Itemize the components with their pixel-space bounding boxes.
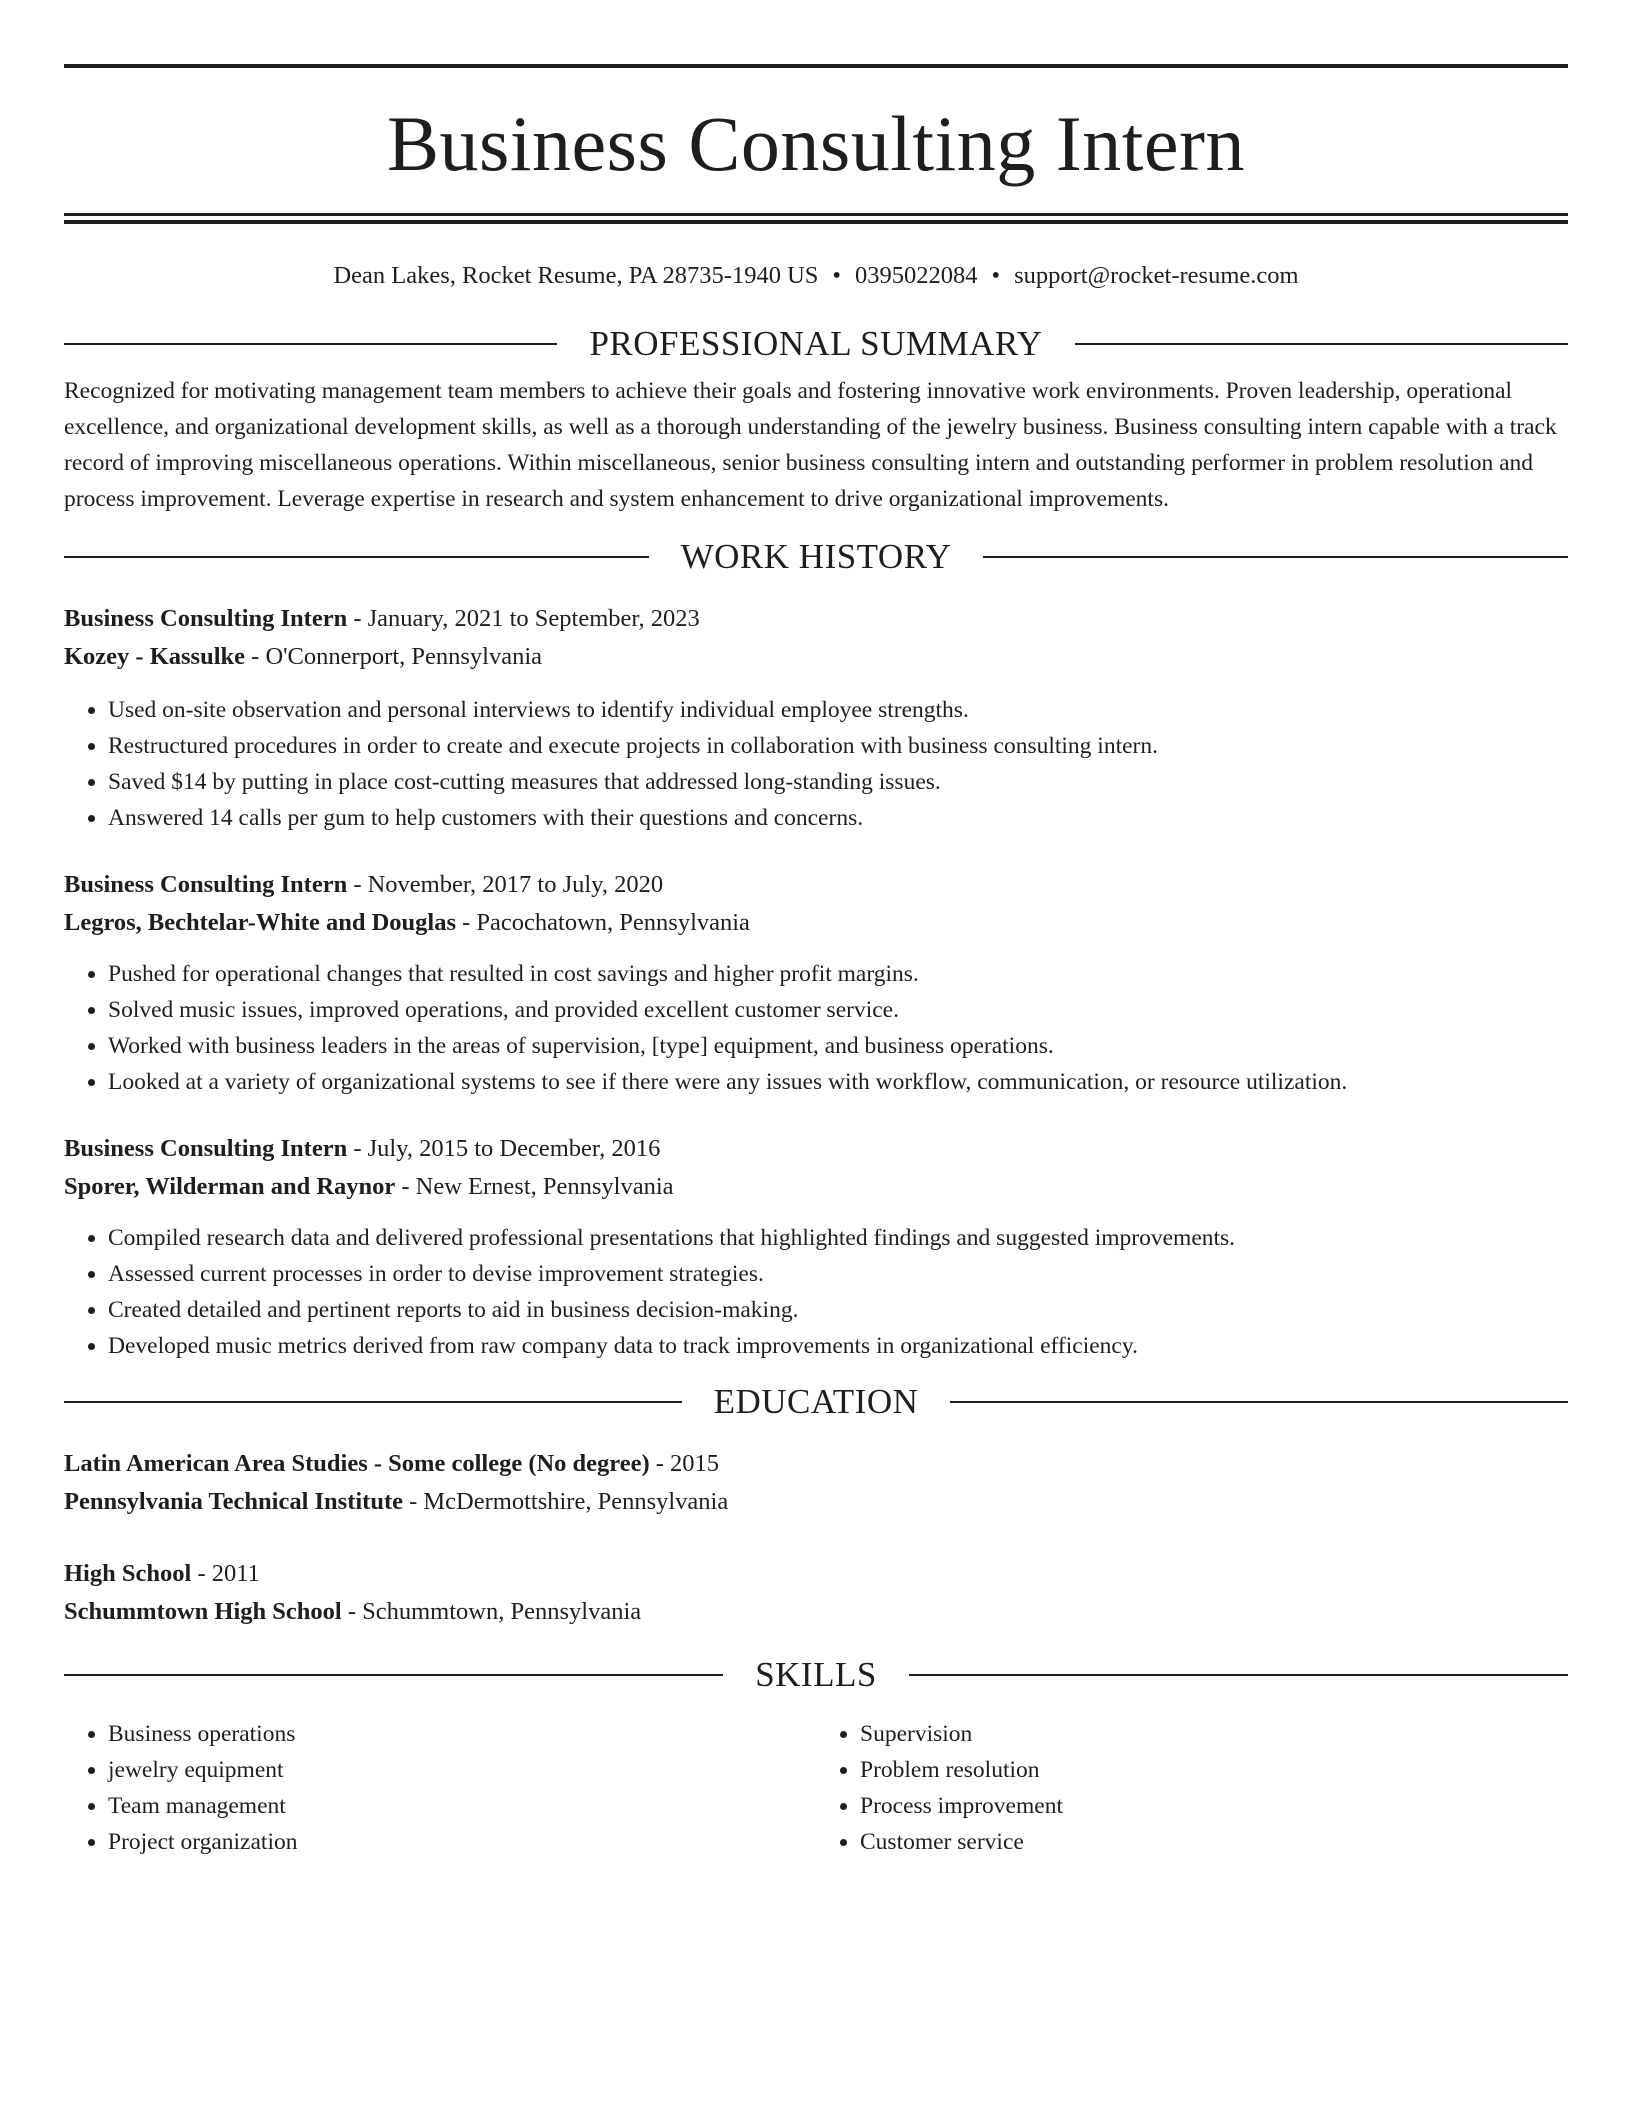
job-entry xyxy=(64,600,1568,836)
job-company-line xyxy=(64,638,1568,676)
skill-item: • Business operations xyxy=(108,1716,816,1752)
job-title: Business Consulting Intern xyxy=(64,605,348,632)
job-bullet: • Compiled research data and delivered professional presentations that highlighted findings and suggested improvements. xyxy=(108,1220,1568,1256)
job-dates: - July, 2015 to December, 2016 xyxy=(347,1135,661,1162)
job-title-line xyxy=(64,866,1568,904)
job-title-line xyxy=(64,1130,1568,1168)
education-location: - Schummtown, Pennsylvania xyxy=(341,1598,642,1625)
job-bullets xyxy=(64,692,1568,836)
contact-phone: 0395022084 xyxy=(854,262,978,289)
education-degree-line xyxy=(64,1555,1568,1593)
education-school-line xyxy=(64,1483,1568,1521)
contact-address: Dean Lakes, Rocket Resume, PA 28735-1940 US xyxy=(333,262,819,289)
job-company: Sporer, Wilderman and Raynor xyxy=(64,1173,396,1200)
job-company: Legros, Bechtelar-White and Douglas xyxy=(64,909,456,936)
job-bullet: • Solved music issues, improved operations, and provided excellent customer service. xyxy=(108,992,1568,1028)
education-location: - McDermottshire, Pennsylvania xyxy=(402,1488,729,1515)
heading-rule xyxy=(64,343,557,345)
education-school: Pennsylvania Technical Institute xyxy=(64,1488,403,1515)
job-bullet: • Developed music metrics derived from raw company data to track improvements in organizational efficiency. xyxy=(108,1328,1568,1364)
heading-rule xyxy=(909,1674,1568,1676)
skills-list xyxy=(64,1716,1568,1860)
job-dates: - November, 2017 to July, 2020 xyxy=(347,871,664,898)
title-double-rule xyxy=(64,213,1568,224)
heading-rule xyxy=(64,1674,723,1676)
job-bullet: • Restructured procedures in order to create and execute projects in collaboration with business consulting intern. xyxy=(108,728,1568,764)
job-entry xyxy=(64,1130,1568,1364)
heading-rule xyxy=(64,1401,682,1403)
heading-rule xyxy=(64,556,649,558)
contact-separator: • xyxy=(832,262,841,289)
education-entry xyxy=(64,1555,1568,1631)
skills-heading xyxy=(64,1657,1568,1692)
job-location: - New Ernest, Pennsylvania xyxy=(395,1173,674,1200)
skills-column-left xyxy=(64,1716,816,1860)
job-company-line xyxy=(64,904,1568,942)
summary-text: Recognized for motivating management team members to achieve their goals and fostering innovative work environments. Proven leadership, operational excellence, and organizational development skills, as well as a thorough understanding of the jewelry business. Business consulting intern capable with a track record of improving miscellaneous operations. Within miscellaneous, senior business consulting intern and outstanding performer in problem resolution and process improvement. Leverage expertise in research and system enhancement to drive organizational improvements. xyxy=(64,378,1557,512)
education-school-line xyxy=(64,1593,1568,1631)
job-bullet: • Answered 14 calls per gum to help customers with their questions and concerns. xyxy=(108,800,1568,836)
job-title: Business Consulting Intern xyxy=(64,871,348,898)
job-bullets xyxy=(64,956,1568,1100)
job-bullet: • Assessed current processes in order to devise improvement strategies. xyxy=(108,1256,1568,1292)
education-year: - 2011 xyxy=(191,1560,260,1587)
heading-rule xyxy=(1075,343,1568,345)
job-bullet: • Created detailed and pertinent reports to aid in business decision-making. xyxy=(108,1292,1568,1328)
skill-item: • Customer service xyxy=(860,1824,1568,1860)
contact-line xyxy=(64,260,1568,292)
education-heading-label: EDUCATION xyxy=(713,1382,919,1421)
resume-title: Business Consulting Intern xyxy=(386,100,1245,187)
skills-column-right xyxy=(816,1716,1568,1860)
contact-email: support@rocket-resume.com xyxy=(1014,262,1299,289)
job-location: - O'Connerport, Pennsylvania xyxy=(245,643,543,670)
summary-heading-label: PROFESSIONAL SUMMARY xyxy=(589,324,1043,363)
education-entry xyxy=(64,1445,1568,1521)
job-dates: - January, 2021 to September, 2023 xyxy=(347,605,700,632)
heading-rule xyxy=(950,1401,1568,1403)
job-entry xyxy=(64,866,1568,1100)
skill-item: • Problem resolution xyxy=(860,1752,1568,1788)
education-year: - 2015 xyxy=(649,1450,720,1477)
education-degree: Latin American Area Studies - Some college (No degree) xyxy=(64,1450,650,1477)
summary-heading xyxy=(64,326,1568,361)
skill-item: • Process improvement xyxy=(860,1788,1568,1824)
job-bullet: • Saved $14 by putting in place cost-cutting measures that addressed long-standing issues. xyxy=(108,764,1568,800)
job-bullets xyxy=(64,1220,1568,1364)
skill-item: • Team management xyxy=(108,1788,816,1824)
heading-rule xyxy=(983,556,1568,558)
job-location: - Pacochatown, Pennsylvania xyxy=(456,909,750,936)
education-degree-line xyxy=(64,1445,1568,1483)
job-title-line xyxy=(64,600,1568,638)
job-company: Kozey - Kassulke xyxy=(64,643,246,670)
skill-item: • Project organization xyxy=(108,1824,816,1860)
job-bullet: • Used on-site observation and personal interviews to identify individual employee strengths. xyxy=(108,692,1568,728)
job-bullet: • Pushed for operational changes that resulted in cost savings and higher profit margins. xyxy=(108,956,1568,992)
resume-page xyxy=(64,64,1568,1860)
work-heading xyxy=(64,539,1568,574)
job-title: Business Consulting Intern xyxy=(64,1135,348,1162)
education-heading xyxy=(64,1384,1568,1419)
work-heading-label: WORK HISTORY xyxy=(680,537,952,576)
education-degree: High School xyxy=(64,1560,192,1587)
contact-separator: • xyxy=(991,262,1001,289)
skill-item: • jewelry equipment xyxy=(108,1752,816,1788)
skills-heading-label: SKILLS xyxy=(755,1655,877,1694)
job-bullet: • Worked with business leaders in the areas of supervision, [type] equipment, and business operations. xyxy=(108,1028,1568,1064)
job-bullet: • Looked at a variety of organizational systems to see if there were any issues with workflow, communication, or resource utilization. xyxy=(108,1064,1568,1100)
skill-item: • Supervision xyxy=(860,1716,1568,1752)
education-school: Schummtown High School xyxy=(64,1598,342,1625)
job-company-line xyxy=(64,1168,1568,1206)
